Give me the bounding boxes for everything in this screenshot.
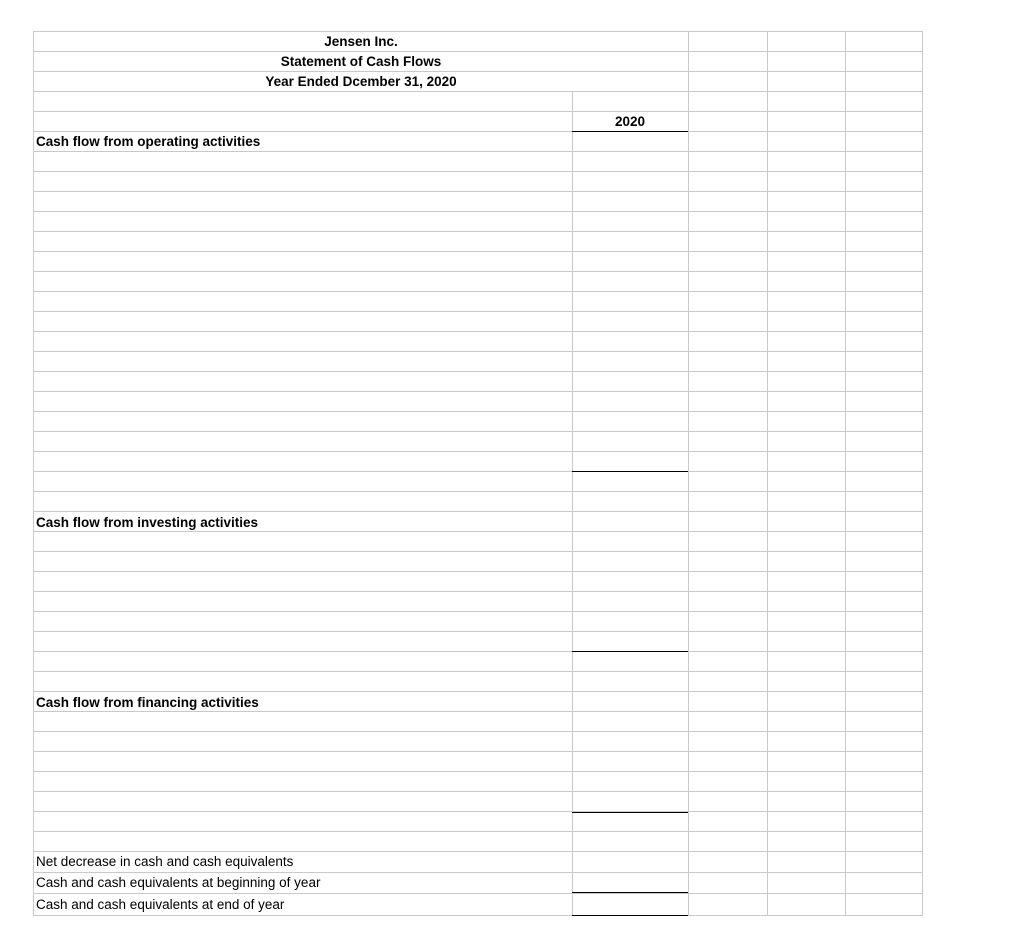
- grid-row-line: [33, 751, 923, 752]
- ending-balance-label: Cash and cash equivalents at end of year: [36, 897, 285, 912]
- grid-row-line: [33, 31, 923, 32]
- grid-row-line: [33, 811, 923, 812]
- financing-activities-heading: Cash flow from financing activities: [36, 695, 259, 710]
- grid-column-line: [922, 31, 923, 915]
- grid-row-line: [33, 451, 923, 452]
- grid-row-line: [33, 551, 923, 552]
- statement-period: Year Ended Dcember 31, 2020: [265, 74, 457, 89]
- total-underline: [572, 651, 688, 652]
- grid-row-line: [33, 411, 923, 412]
- grid-row-line: [33, 731, 923, 732]
- grid-row-line: [33, 191, 923, 192]
- grid-column-line: [767, 31, 768, 915]
- total-underline: [572, 892, 688, 893]
- grid-row-line: [33, 671, 923, 672]
- grid-row-line: [33, 691, 923, 692]
- grid-row-line: [33, 91, 923, 92]
- grid-row-line: [33, 872, 923, 873]
- grid-row-line: [33, 851, 923, 852]
- grid-row-line: [33, 711, 923, 712]
- grid-row-line: [33, 431, 923, 432]
- company-name: Jensen Inc.: [324, 34, 398, 49]
- grid-row-line: [33, 351, 923, 352]
- grid-row-line: [33, 51, 923, 52]
- grid-row-line: [33, 831, 923, 832]
- grid-row-line: [33, 791, 923, 792]
- grid-row-line: [33, 915, 923, 916]
- grid-row-line: [33, 291, 923, 292]
- total-underline: [572, 471, 688, 472]
- grid-row-line: [33, 71, 923, 72]
- grid-row-line: [33, 651, 923, 652]
- grid-row-line: [33, 391, 923, 392]
- grid-row-line: [33, 511, 923, 512]
- grid-column-line: [33, 31, 34, 915]
- grid-row-line: [33, 251, 923, 252]
- grid-column-line: [572, 91, 573, 915]
- grid-row-line: [33, 591, 923, 592]
- net-decrease-label: Net decrease in cash and cash equivalents: [36, 854, 294, 869]
- operating-activities-heading: Cash flow from operating activities: [36, 134, 261, 149]
- grid-row-line: [33, 893, 923, 894]
- grid-row-line: [33, 231, 923, 232]
- grid-row-line: [33, 171, 923, 172]
- grid-row-line: [33, 151, 923, 152]
- statement-title: Statement of Cash Flows: [280, 54, 442, 69]
- grid-row-line: [33, 131, 923, 132]
- grid-row-line: [33, 571, 923, 572]
- grid-column-line: [688, 31, 689, 915]
- grid-column-line: [845, 31, 846, 915]
- grid-row-line: [33, 271, 923, 272]
- grid-row-line: [33, 471, 923, 472]
- grid-row-line: [33, 211, 923, 212]
- grid-row-line: [33, 491, 923, 492]
- grid-row-line: [33, 611, 923, 612]
- total-underline: [572, 915, 688, 916]
- total-underline: [572, 131, 688, 132]
- grid-row-line: [33, 771, 923, 772]
- investing-activities-heading: Cash flow from investing activities: [36, 515, 259, 530]
- beginning-balance-label: Cash and cash equivalents at beginning of year: [36, 875, 321, 890]
- grid-row-line: [33, 311, 923, 312]
- grid-row-line: [33, 631, 923, 632]
- grid-row-line: [33, 331, 923, 332]
- spreadsheet-grid: [33, 31, 923, 915]
- grid-row-line: [33, 531, 923, 532]
- total-underline: [572, 812, 688, 813]
- year-column-header: 2020: [614, 114, 646, 129]
- grid-row-line: [33, 371, 923, 372]
- grid-row-line: [33, 111, 923, 112]
